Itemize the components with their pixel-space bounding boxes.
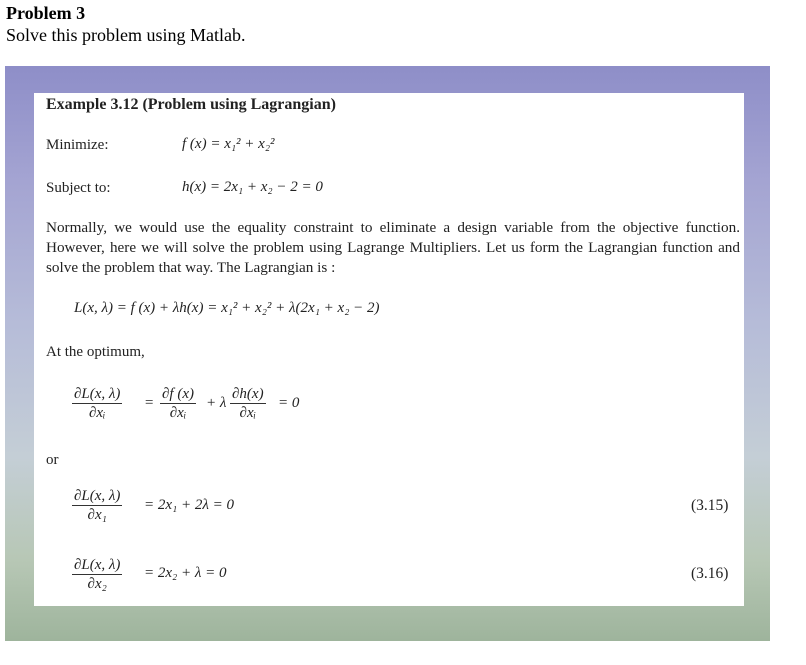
equals-zero: = 0 xyxy=(278,395,300,411)
eq316-rhs: = 2x₂ + λ = 0 xyxy=(144,565,227,581)
fraction-denominator: ∂x₂ xyxy=(87,576,107,592)
gradient-objective-fraction xyxy=(160,385,196,422)
equals-operator: = xyxy=(144,395,155,411)
fraction-numerator: ∂L(x, λ) xyxy=(74,488,121,504)
slide-content-panel xyxy=(34,93,744,606)
gradient-constraint-fraction xyxy=(230,385,266,422)
fraction-denominator: ∂xᵢ xyxy=(239,405,256,421)
minimize-label: Minimize: xyxy=(46,137,109,153)
eq316-fraction xyxy=(72,556,122,593)
example-title: Example 3.12 (Problem using Lagrangian) xyxy=(46,96,336,113)
fraction-numerator: ∂h(x) xyxy=(232,386,264,402)
subject-to-label: Subject to: xyxy=(46,180,111,196)
or-label: or xyxy=(46,452,59,468)
eq315-rhs: = 2x₁ + 2λ = 0 xyxy=(144,497,234,513)
equation-number-316: (3.16) xyxy=(691,565,729,582)
gradient-lagrangian-fraction xyxy=(72,385,122,422)
equation-number-315: (3.15) xyxy=(691,497,729,514)
constraint-equation: h(x) = 2x₁ + x₂ − 2 = 0 xyxy=(182,179,323,195)
explanation-paragraph: Normally, we would use the equality constraint to eliminate a design variable from the objective function. However, here we will solve the problem using Lagrange Multipliers. Let us form the Lagrangian function and solve the problem that way. The Lagrangian is : xyxy=(46,219,740,276)
at-optimum-label: At the optimum, xyxy=(46,344,145,360)
fraction-denominator: ∂x₁ xyxy=(87,507,107,523)
problem-title: Problem 3 xyxy=(6,3,86,23)
fraction-numerator: ∂L(x, λ) xyxy=(74,557,121,573)
fraction-numerator: ∂L(x, λ) xyxy=(74,386,121,402)
example-slide-image xyxy=(5,66,770,641)
fraction-numerator: ∂f (x) xyxy=(162,386,194,402)
fraction-denominator: ∂xᵢ xyxy=(169,405,187,421)
problem-instruction: Solve this problem using Matlab. xyxy=(6,25,246,45)
lagrangian-equation: L(x, λ) = f (x) + λh(x) = x₁² + x₂² + λ(2x₁ + x₂ − 2) xyxy=(74,300,380,316)
eq315-fraction xyxy=(72,487,122,524)
fraction-denominator: ∂xᵢ xyxy=(88,405,106,421)
plus-lambda-operator: + λ xyxy=(206,395,227,411)
objective-function: f (x) = x₁² + x₂² xyxy=(182,136,275,152)
